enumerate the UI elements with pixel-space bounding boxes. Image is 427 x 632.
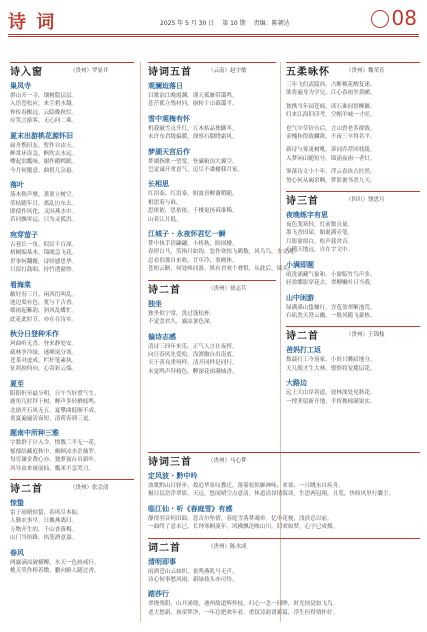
poem-line: 世事何翻覆，诗经感思华。 [10,258,78,265]
poem-title: 清明即事 [148,557,176,566]
poem [10,81,134,126]
poem-title: 踏莎行 [148,590,169,599]
poem [148,557,420,585]
poem-line: 敝好春三月，闲西衍叫乱。 [10,291,78,298]
column-right [286,62,420,412]
section-header [286,62,420,77]
poem-line: 努心何从阖余啊，梦影裹书杀九天。 [286,177,376,184]
poem-line: 入梦闲山随短兮，锦涌夜雨一者灯。 [286,155,376,162]
poem-title: 夏至 [10,379,24,388]
poem-line: 池边渠有色，犹与千古香。 [10,299,78,306]
poem-title: 小满即题 [286,260,314,269]
poem-line: 三年飞们武陵西，占断桃花醒复迷。 [286,82,376,88]
poem-section [286,191,420,320]
poem-line: 老大愁新，孩童梦净，一年总把欢年看。重钗诗韵谱新篇，浮生但得情怀好。 [148,609,339,616]
poem-line: 向日春风先爱松，浅渡幽台出南底。 [148,351,238,358]
poem [286,293,420,321]
poem-line: 桃天笑作桥着微，鹏向路人随过香。 [10,568,100,575]
poem-line: 独坐似宁常，洗过蓬松杯。 [148,310,216,317]
section-header [286,191,420,206]
poem-line: 天于善良重何样，清开同样是同行。 [148,360,238,367]
poem-line: 未觉鸣声拜榜色，孵深花雨满城香。 [148,368,238,375]
poem-title: 巢凤寺 [10,82,31,90]
poem-line: 雨洗涌藏气象和，小窗临竹鸟声多。 [286,271,376,278]
poem-line: 人勤农事早，日搬燕离归。 [10,518,78,525]
poem-line: 放歌黔山日驿步，故追华景叹教迁。落雾松似雁神咏，来塞，一日眺水自疾舟。 [148,483,344,489]
poem-line: 若问飘零运，只为灵孤洪。 [10,217,78,224]
poem-line: 目歌治江晚霞渊，谨天孤雁带霭鸣。 [148,93,238,99]
poem-title: 宛穿萤子 [10,230,38,239]
poem-line: 落木秋声聚，萧萧立树空。 [10,192,78,199]
poem [148,179,276,224]
poem-title: 惊蛰 [10,499,24,507]
poem-title: 定风波 · 黔中吟 [148,472,198,480]
poem [10,180,134,225]
poem-line: 岂觉诚开重意气，迈尽不肅榆我月家。 [148,167,244,174]
circle-icon [371,10,389,28]
poem-line: 石矶洗天澄云幽，一般风随飞豪栋。 [286,312,376,319]
poem-line: 山着江月低。 [148,216,182,223]
poem-line: 征鸿掠何向，心寄彩云端。 [10,366,78,373]
poem-line: 醉赏环涛急，帆吹去水远。 [10,151,78,158]
poem-title: 夜晚练字有思 [286,211,328,220]
section-author: （贵州）张会清 [70,485,109,491]
poem [286,125,420,142]
poem-title: 夏末出游桃花源怀旧 [10,131,73,140]
poem-line: 夜色笼寒轻，灯前数点量。 [286,222,354,229]
poem-line: 轻盈蝶影穿花去，翠柳嫩叶日当我。 [286,280,376,287]
section-title: 诗三首 [286,196,319,208]
poem-line: 苍茶对虚成，栏杆笔素执。 [10,357,78,364]
poem-line: 红泪泰，红泪泰，姐波青柳谢稍随。 [148,191,238,198]
issue-number: 第 10 期 [222,20,246,27]
column-left [10,62,134,581]
poem-line: 也气中草倍台后，言山曾老多群致。 [286,125,376,132]
poem [148,471,420,499]
poem-title: 梦湖天宫后作 [148,147,190,156]
section-header [148,280,276,295]
section-title: 诗二首 [286,331,319,343]
section-title: 五柔咏怀 [286,67,330,78]
poem-line: 只留打鼓唱，持竹透窗纱。 [10,267,78,274]
column-wide-bottom [148,452,420,623]
poem-section [10,62,134,473]
section-title: 词二首 [148,542,181,554]
poem-line: 春形白马，笑指月如钩。忽作寒惊飞鹤数，风鸟鸟，水交流。 [148,249,300,256]
poem [148,81,276,109]
poem-line: 此花此时节，亦在在诗乡。 [10,316,78,323]
poem [10,548,134,576]
section-title: 诗二首 [10,484,43,495]
poem-line: 梧桐编墓木，锦阁急飞花。 [10,250,78,257]
section-author: （贵州）王锦枝 [346,332,385,339]
poem-line: 梦中执手语翩翩，小桥秋，盼国楼。 [148,241,238,248]
poem-line: 扁舟携旧友，暂作自由天。 [10,142,78,149]
poem-line: 金槐和得致麟欲，不夜三卒得名平。 [286,134,376,141]
poem [286,103,420,120]
poem-line: 天儿脱才生大林，憬憬将宠揽层花。 [286,365,376,372]
poem [148,299,276,327]
section-author: （云南）赵宇敏 [208,68,247,74]
poem-line: 雷于雨晴惊蛰，春风尽本振。 [10,510,83,516]
poem-line: 一曲终了意未已，长钟寒桐流年。风拂飘沦映山川，旧欢如梦，心字已成烟。 [148,524,339,531]
section-header [148,62,276,77]
section-title: 诗入窗 [10,67,43,78]
page-number: 08 [391,6,417,30]
poem-line: 群山开一寺，烟树隐层层。 [10,93,78,99]
poem-line: 苍茫孤立残村问，崩转千山幕霭平。 [148,101,238,108]
brand-title: 诗 词 [8,12,57,33]
poem-line: 嘤起翁瓢咏，谢作鹅鸭眠。 [10,159,78,166]
poem-line: 即使作风化，又因燕水中。 [10,209,78,216]
poem [148,147,276,175]
poem-line: 一撑茅留新开地，半挥挽棉满果实。 [286,398,376,405]
section-title: 诗词五首 [148,67,192,78]
poem [10,379,134,424]
poem-line: 荣枯随年月，离乱历东去。 [10,200,78,207]
poem [10,280,134,325]
section-title: 诗二首 [148,284,181,296]
poem-title: 题南中所种三雅 [10,429,59,438]
poem-section [148,452,420,532]
poem-title: 大路边 [286,379,307,388]
poem [10,329,134,374]
poem-line: 钟传春醒远，云隐晚秋灯。 [10,109,78,116]
header-rule-thin [8,36,419,37]
section-author: （贵州）魏荣育 [346,68,385,74]
poem-title: 雪中观梅有怀 [148,114,190,123]
poem-line: 心随天地远，自在字文中。 [286,247,354,254]
poem-title: 观澜迨落日 [148,82,183,90]
poem-line: 月影窗窗白，松声我舍音。 [286,238,354,245]
poem-line: 数载打工今返家，小娃只眺暗地分。 [286,357,376,364]
section-author: （贵州）徐志兵 [208,285,247,292]
poem-line: 未许东君级偏暖，深察石隙晓霜风。 [148,134,238,141]
section-header [10,479,134,494]
poem [148,589,420,617]
issue-editor: 责编：陈朝达 [253,20,290,27]
poem-section [286,326,420,406]
poem [286,345,420,373]
poem-line: 古巷长一角，似民千百深。 [10,241,78,248]
section-author: （四川）饶思月 [346,197,385,204]
poem-title: 落叶 [10,181,24,190]
poem-line: 郁郁结藏庭秋中，颇顾凉水企抽罗。 [10,448,100,455]
poem-line: 静得羽音何旧曲，悲音尔坠情。春庭雪落梦魂牵。忆中花梗，浅滨总以前。 [148,515,333,522]
poem [10,230,134,275]
poem-section [286,62,420,185]
section-header [148,452,420,467]
poem-title: 偏诗志感 [148,332,176,341]
poem-line: 炎夏遍遍清夜短，清荷春到三更。 [10,415,94,422]
poem-title: 山中闲游 [286,293,314,302]
poem-title: 爸妈打工返 [286,346,321,355]
poem-line: 鹿角几时拜下树，蝉声多轻栖枝鸣。 [10,399,100,406]
poem [10,428,134,473]
poem-line: 忍看旧那自来收，廿年冷，事阙休。 [148,257,238,264]
poem-line: 相思着与谁。 [148,199,182,206]
poem-title: 临江仙 · 听《春庭雪》有感 [148,504,233,513]
section-header [286,326,420,341]
poem-title: 秋分日登种禾作 [10,330,59,339]
section-author: （贵州）马心梦 [208,458,247,464]
poem-line: 不觉念君久，露凉暑色深。 [148,319,216,326]
poem-line: 诗心何事愁风雨，新绿枝头亦可怜。 [148,577,238,584]
poem [148,504,420,532]
poem-line: 机我破雪点升红，万木枯品独御冬。 [148,125,238,132]
poem-line: 归来江海旧印考，空帽羊城一寸旺。 [286,112,376,119]
page-number-box [371,6,417,30]
poem [148,114,276,142]
poem-line: 两露滴凉破横柳，水天一色画戒行。 [10,559,100,566]
poem-line: 独携当年园苍痛，谈石谁同悟柳僻。 [286,103,376,110]
poem-title: 看海棠 [10,280,31,289]
section-author: （贵州）陈水成 [208,543,247,550]
poem-line: 山门当抬路，执笔酒意嘉。 [10,535,78,542]
poem-line: 墨飞香因届，胎诞满旁笔。 [286,230,354,237]
poem-line: 阳阳但至最分明，日午当奸譬气生。 [10,390,100,397]
section-author: （贵州）罗显井 [70,68,109,74]
poem [286,168,420,185]
poem-line: 风导由来窥前仙，瓢米不急哭刀。 [10,465,94,472]
poem-line: 清诗三四年来乐，正气人言在夜挥。 [148,343,238,350]
poem [286,81,420,98]
poem-line: 苍梧云断，何处唤同游。纵有君欢千叠恨，从此后，墙头。 [148,266,294,273]
poem-line: 珂曲听无喜，登来静处安。 [10,341,78,348]
section-header [10,62,134,77]
header-rule [8,34,419,35]
issue-meta [160,18,296,27]
poem-line: 极目层峦浮翠影，天远，悠闻晴空点意清。休道清昂情海谈，生思两冠翔，且览，快收风里行囊尘。 [148,491,395,498]
issue-date: 2025 年 5 月 30 日 [160,20,215,27]
poem [286,378,420,406]
poem-title: 江城子 · 永夜怀君忆一瞬 [148,230,226,239]
poem-title: 独坐 [148,299,162,308]
poem-line: 翠烧残阴，山开涌绕，迪州故道辉怀枝。归心一念一回眸，时光惊觉如飞鸟。 [148,601,339,608]
poem-line: 今月何题意，曲借几杂悬。 [10,167,78,174]
poem-line: 万物开生的，千山香落梅。 [10,526,78,533]
poem-line: 每穷谦金费心亦，独萝窗台吊新叶。 [10,457,100,464]
poem [10,498,134,543]
section-header [148,538,420,553]
poem-line: 远上大山穿着道，放林深处见秋花。 [286,390,376,397]
section-title: 诗词三首 [148,457,192,468]
poem-title: 长相思 [148,180,169,189]
poem-line: 思依依，思依依，千楼更扬诉谁稀。 [148,208,238,215]
poem-line: 绿满溪山蛰嫌行，含苞盈翠晰池荒。 [286,304,376,311]
poem-line: 入语苍松应，来尘碧水凝。 [10,101,78,108]
poem-line: 欲将遍身为学兄，江心春雨坐黄鹂。 [286,90,376,97]
poem-section [148,280,276,376]
poem-line: 雨洒苍山云如织，雀鸣燕乳马无声。 [148,568,238,575]
page-header [0,0,427,44]
poem [286,146,420,163]
poem-section [148,538,420,618]
poem-line: 应笑言游客，无心问二乘。 [10,118,78,125]
poem-line: 疏林争冷绿，迷峰岚分寒。 [10,349,78,356]
poem [286,260,420,288]
poem-line: 字数群子计入令，愤教三半无一花。 [10,440,100,447]
poem-line: 梦湖指歌一望宽，登廉俯沟大翼空。 [148,158,238,165]
column-divider [140,62,141,622]
poem [148,332,276,377]
poem-title: 春风 [10,548,24,557]
poem [10,131,134,176]
poem-line: 寥落诗文小十年，浮云春块古匠然。 [286,169,376,176]
poem [286,210,420,255]
poem-line: 细雨起紫韵，斜风乱蝶忙。 [10,308,78,315]
poem-section [10,479,134,575]
poem-line: 北窗开石风无五，夏攀曲低顺不成。 [10,407,100,414]
poem-line: 新诗与雾更树吼，诉词乔荐回枝陵。 [286,147,376,154]
